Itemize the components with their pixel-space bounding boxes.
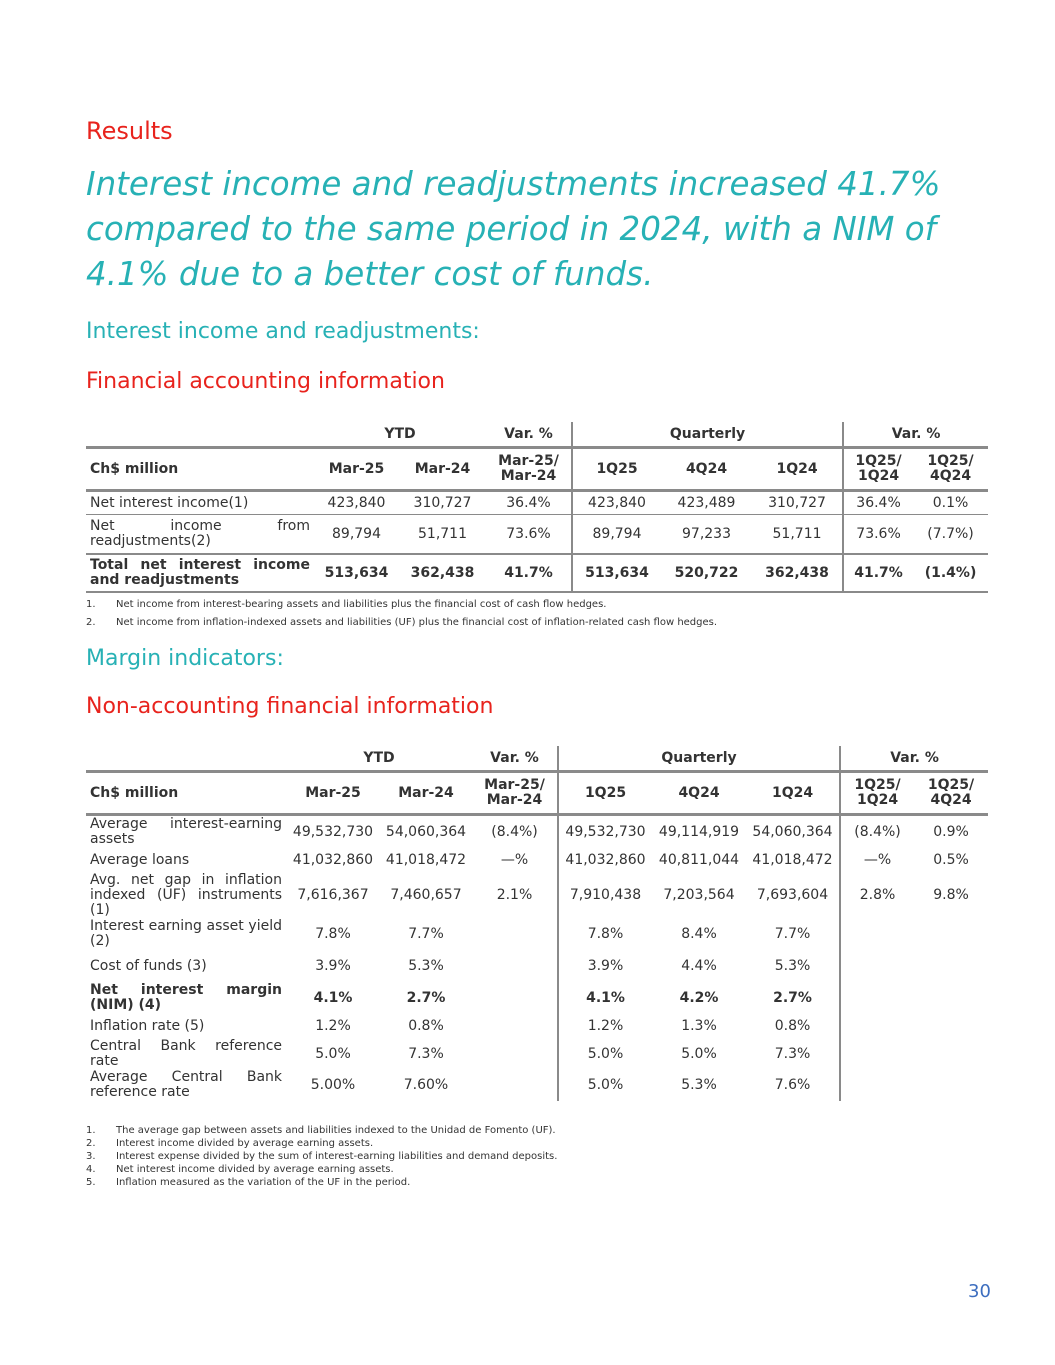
table-cell (840, 918, 914, 950)
table-cell (914, 950, 988, 982)
table-cell: 5.3% (681, 1076, 717, 1093)
table-cell: 7.7% (408, 925, 444, 942)
table-cell: 89,794 (572, 515, 661, 555)
table-cell: 8.4% (681, 925, 717, 942)
table-cell: 5.3% (746, 950, 840, 982)
table-cell: 41,018,472 (746, 848, 840, 873)
column-header: 1Q25/ 1Q24 (843, 448, 913, 491)
column-header: 1Q25/ 4Q24 (914, 772, 988, 815)
table-row (86, 491, 988, 515)
footnote-text: Net income from inflation-indexed assets and liabilities (UF) plus the financial cost of inflation-related cash flow hedges. (116, 617, 718, 628)
column-header: Mar-25/ Mar-24 (486, 448, 572, 491)
table-cell: 0.1% (913, 491, 988, 515)
table-cell: 423,840 (572, 491, 661, 515)
table-cell: 7,203,564 (663, 887, 735, 903)
table-cell: 41,032,860 (565, 852, 646, 868)
column-header: 1Q25 (572, 448, 661, 491)
table-row (86, 873, 988, 918)
table-cell (840, 1014, 914, 1039)
table-cell: 5.0% (587, 1045, 624, 1062)
table-cell: 89,794 (314, 515, 399, 555)
footnote (86, 617, 717, 628)
table-cell: 73.6% (486, 515, 572, 555)
table-cell: 2.1% (472, 873, 558, 918)
group-var: Var. % (486, 422, 572, 448)
footnote-number: 3. (86, 1151, 96, 1162)
column-header: Mar-25/ Mar-24 (472, 772, 558, 815)
margin-indicators-table (86, 746, 988, 1101)
table-cell: 423,489 (661, 491, 752, 515)
table-cell: —% (863, 852, 892, 868)
table-cell: 7.7% (746, 918, 840, 950)
table-cell: 7.8% (587, 925, 624, 942)
footnote-number: 5. (86, 1177, 96, 1188)
table-cell: 513,634 (572, 554, 661, 592)
table-cell: 2.7% (406, 989, 446, 1006)
footnote (86, 1176, 557, 1189)
row-label: Inflation rate (5) (90, 1018, 205, 1034)
column-header: 1Q25/ 1Q24 (840, 772, 914, 815)
subheading-non-accounting: Non-accounting financial information (86, 694, 494, 719)
row-label: Average loans (90, 852, 190, 868)
footnote (86, 1124, 557, 1137)
group-var: Var. % (840, 746, 988, 772)
table-cell: 4.4% (681, 957, 717, 974)
headline: Interest income and readjustments increased 41.7% compared to the same period in 2024, with a NIM of 4.1% due to a better cost of funds. (86, 165, 941, 293)
table-cell: 7.3% (408, 1045, 444, 1062)
table-cell: 7,460,657 (390, 887, 462, 903)
table-cell (840, 1069, 914, 1101)
table-cell: 3.9% (315, 957, 351, 974)
table-cell: 41,018,472 (385, 852, 467, 868)
table-cell (472, 918, 558, 950)
table-row (86, 1039, 988, 1069)
column-header: 4Q24 (661, 448, 752, 491)
column-header: Mar-24 (399, 448, 486, 491)
table-row (86, 515, 988, 555)
table-cell: 310,727 (752, 491, 843, 515)
footnote-text: Interest income divided by average earning assets. (116, 1138, 374, 1149)
table1-footnotes (86, 599, 717, 628)
table-cell: 49,532,730 (565, 823, 646, 840)
table-row-total (86, 554, 988, 592)
footnote-text: Inflation measured as the variation of the UF in the period. (116, 1177, 411, 1188)
table-cell: 40,811,044 (658, 852, 740, 868)
row-label: Avg. net gap in inflation indexed (UF) instruments (1) (90, 872, 282, 918)
table-cell: 97,233 (661, 515, 752, 555)
row-label: Net interest margin (NIM) (4) (90, 982, 282, 1013)
table-cell (914, 982, 988, 1014)
table-cell: 73.6% (843, 515, 913, 555)
table-cell: 310,727 (399, 491, 486, 515)
table-cell: 5.0% (315, 1045, 351, 1062)
footnote-text: Net income from interest-bearing assets and liabilities plus the financial cost of cash flow hedges. (116, 599, 607, 610)
table-cell: 7,910,438 (569, 887, 642, 903)
row-label: Total net interest income and readjustments (86, 554, 314, 592)
row-label: Net income from readjustments(2) (86, 515, 314, 555)
column-header: Mar-25 (286, 772, 380, 815)
table-cell: 41.7% (843, 554, 913, 592)
subheading-margin-indicators: Margin indicators: (86, 646, 284, 671)
table-cell: 5.0% (587, 1076, 624, 1093)
table-cell (914, 1069, 988, 1101)
table-cell: 1.3% (681, 1018, 717, 1034)
table-cell: 0.9% (933, 823, 969, 840)
table-row (86, 815, 988, 849)
section-label: Results (86, 117, 173, 145)
table-cell: 3.9% (587, 957, 624, 974)
page-number: 30 (968, 1281, 991, 1302)
footnote-number: 2. (86, 617, 96, 628)
table-cell (472, 950, 558, 982)
footnote (86, 1150, 557, 1163)
table-cell: 423,840 (314, 491, 399, 515)
table-row (86, 1069, 988, 1101)
table-cell (472, 1014, 558, 1039)
table-cell: 5.0% (681, 1045, 717, 1062)
table-cell: 0.5% (933, 852, 969, 868)
interest-income-table (86, 422, 988, 593)
column-header: Ch$ million (86, 772, 286, 815)
row-label: Average Central Bank reference rate (90, 1069, 282, 1100)
row-label: Central Bank reference rate (90, 1038, 282, 1069)
table-cell (914, 1014, 988, 1039)
column-header: 4Q24 (652, 772, 746, 815)
table-cell: 36.4% (843, 491, 913, 515)
table-cell: 41.7% (486, 554, 572, 592)
subheading-interest-income: Interest income and readjustments: (86, 319, 480, 344)
table-cell: 7.6% (746, 1069, 840, 1101)
table-cell (840, 950, 914, 982)
column-header: 1Q25/ 4Q24 (913, 448, 988, 491)
table-cell: 7.3% (746, 1039, 840, 1069)
table-cell: 513,634 (314, 554, 399, 592)
group-quarterly: Quarterly (669, 426, 746, 442)
table-cell: 520,722 (661, 554, 752, 592)
table-cell: 2.7% (746, 982, 840, 1014)
table-cell: 7,616,367 (297, 887, 369, 903)
table-cell (472, 982, 558, 1014)
footnote-number: 1. (86, 599, 96, 610)
table-cell (472, 1069, 558, 1101)
footnote-text: The average gap between assets and liabilities indexed to the Unidad de Fomento (UF). (116, 1125, 556, 1136)
table-cell: 54,060,364 (746, 815, 840, 849)
table-cell: 54,060,364 (385, 823, 467, 840)
table-cell: 2.8% (859, 887, 896, 903)
table-cell: 49,532,730 (292, 823, 374, 840)
column-header: 1Q24 (746, 772, 840, 815)
row-label: Net interest income(1) (86, 491, 314, 515)
footnote (86, 1137, 557, 1150)
table-cell (472, 1039, 558, 1069)
table-cell: 1.2% (315, 1018, 351, 1034)
table-cell (840, 1039, 914, 1069)
table-row (86, 982, 988, 1014)
column-header: 1Q24 (752, 448, 843, 491)
column-header: Mar-24 (380, 772, 472, 815)
table-cell: 7.8% (315, 925, 351, 942)
subheading-financial-accounting: Financial accounting information (86, 369, 445, 394)
column-header: 1Q25 (558, 772, 652, 815)
table-cell: (8.4%) (854, 823, 901, 840)
table-cell: 4.1% (313, 989, 353, 1006)
group-ytd: YTD (363, 750, 395, 766)
table-row (86, 918, 988, 950)
table-cell: (8.4%) (472, 815, 558, 849)
table-cell: 362,438 (752, 554, 843, 592)
group-quarterly: Quarterly (661, 750, 737, 766)
row-label: Interest earning asset yield (2) (90, 918, 282, 949)
table-cell: 4.1% (586, 989, 625, 1006)
table-cell (914, 1039, 988, 1069)
table-row (86, 950, 988, 982)
table-cell: 5.3% (408, 957, 444, 974)
table-cell: 36.4% (486, 491, 572, 515)
table-cell: 362,438 (399, 554, 486, 592)
group-var: Var. % (843, 422, 988, 448)
group-ytd: YTD (384, 426, 416, 442)
group-var: Var. % (472, 746, 558, 772)
table-cell: 7.60% (403, 1076, 449, 1093)
row-label: Average interest-earning assets (90, 816, 282, 847)
table-cell: 51,711 (752, 515, 843, 555)
table-cell (840, 982, 914, 1014)
footnote-text: Interest expense divided by the sum of interest-earning liabilities and demand deposits. (116, 1151, 558, 1162)
table-cell: 0.8% (408, 1018, 444, 1034)
footnote-number: 1. (86, 1125, 96, 1136)
table-cell: 9.8% (933, 887, 969, 903)
table-cell: —% (472, 848, 558, 873)
table-row (86, 848, 988, 873)
column-header: Mar-25 (314, 448, 399, 491)
footnote (86, 599, 717, 610)
footnote (86, 1163, 557, 1176)
column-header: Ch$ million (86, 448, 314, 491)
footnote-text: Net interest income divided by average earning assets. (116, 1164, 394, 1175)
table-cell: 5.00% (310, 1076, 356, 1093)
table-cell: 1.2% (587, 1018, 624, 1034)
table-row (86, 1014, 988, 1039)
table-cell: (1.4%) (913, 554, 988, 592)
table-cell: 49,114,919 (658, 823, 740, 840)
footnote-number: 2. (86, 1138, 96, 1149)
table-cell: 4.2% (679, 989, 719, 1006)
table-cell: 0.8% (746, 1014, 840, 1039)
table-cell: 41,032,860 (292, 852, 374, 868)
row-label: Cost of funds (3) (90, 957, 207, 974)
table-cell: (7.7%) (913, 515, 988, 555)
table-cell (914, 918, 988, 950)
table-cell: 7,693,604 (746, 873, 840, 918)
table-cell: 51,711 (399, 515, 486, 555)
footnote-number: 4. (86, 1164, 96, 1175)
table2-footnotes (86, 1124, 557, 1189)
